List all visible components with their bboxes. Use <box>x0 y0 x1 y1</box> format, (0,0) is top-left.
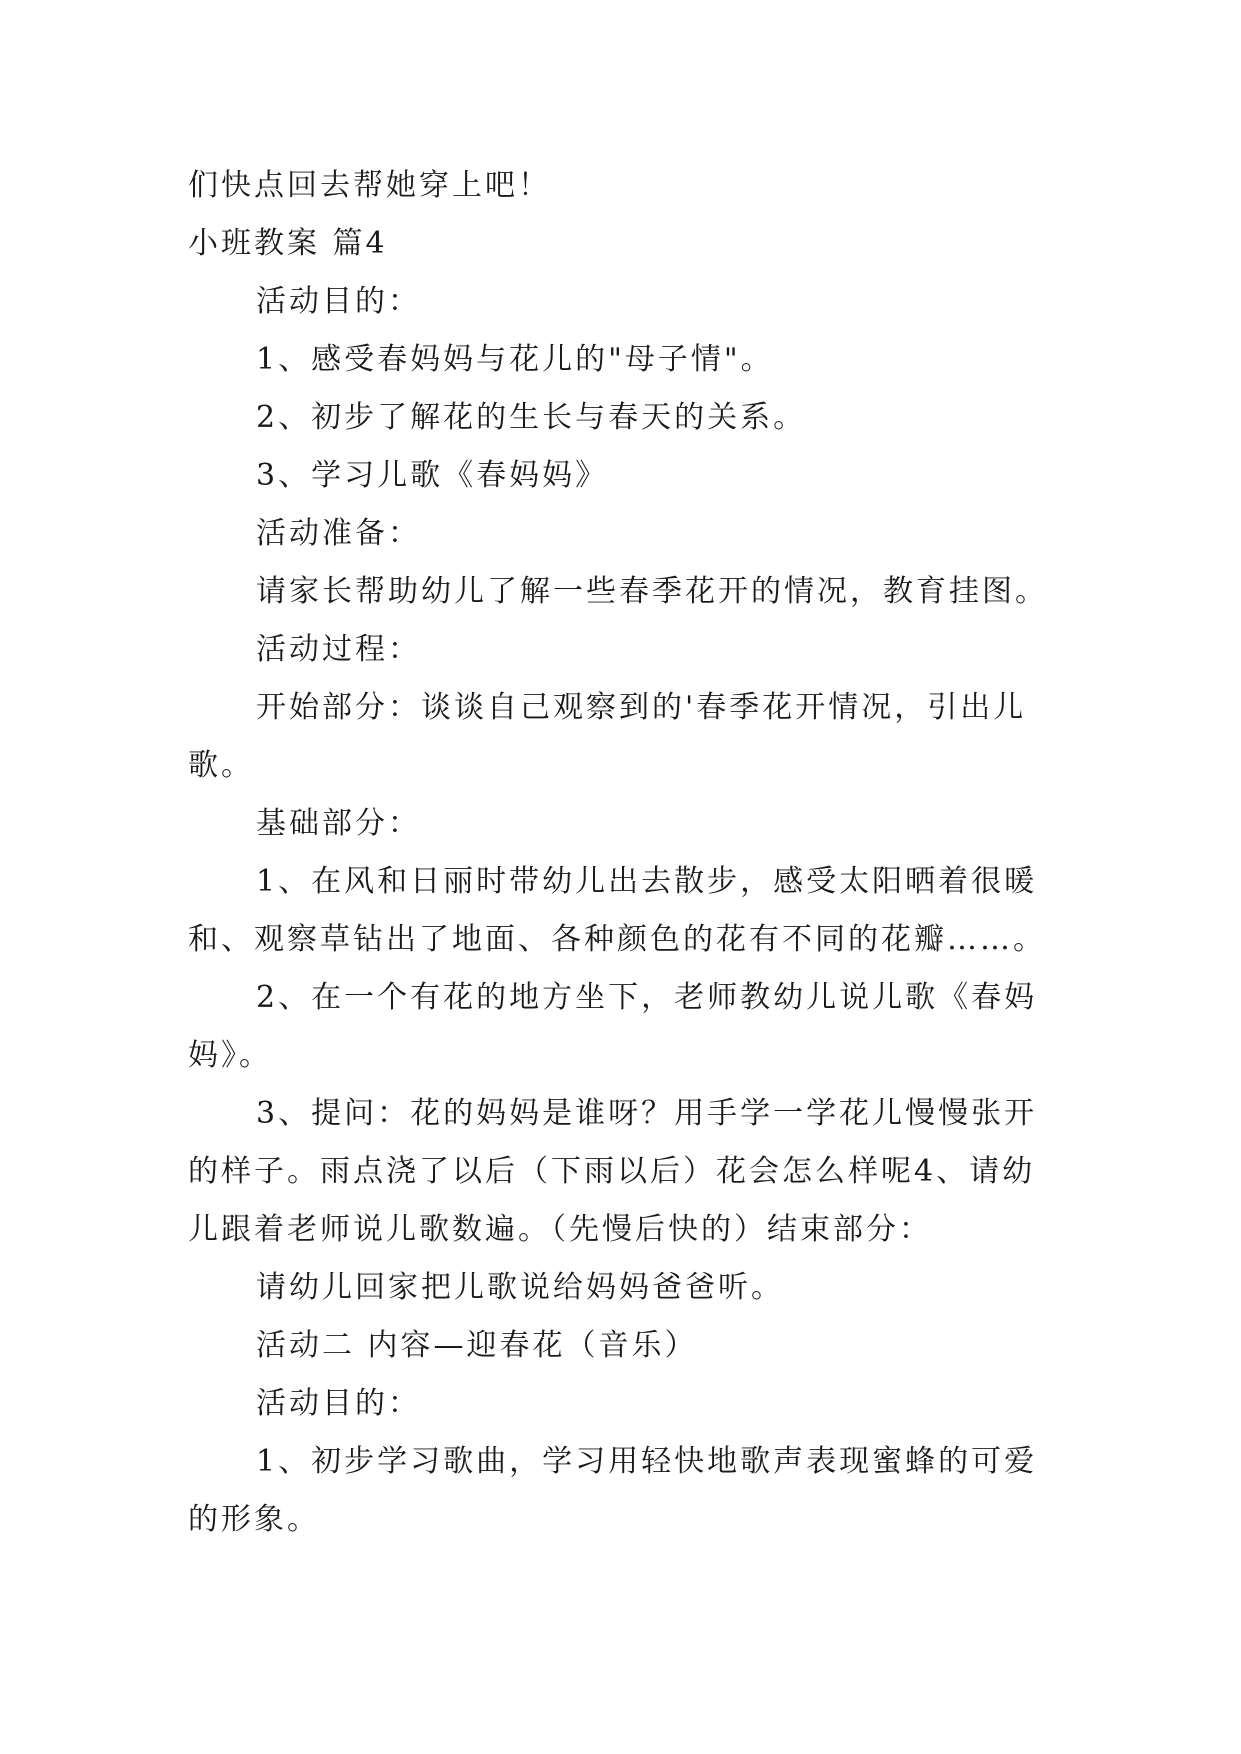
text-line-basic-3-cont: 的样子。雨点浇了以后（下雨以后）花会怎么样呢4、请幼 <box>188 1154 1036 1189</box>
text-line-basic-part-label: 基础部分： <box>256 806 421 841</box>
text-line-continuation: 们快点回去帮她穿上吧！ <box>188 168 551 203</box>
text-line-objectives-label: 活动目的： <box>256 284 421 319</box>
text-line-objective-song: 1、初步学习歌曲，学习用轻快地歌声表现蜜蜂的可爱 <box>256 1444 1038 1479</box>
text-line-basic-2: 2、在一个有花的地方坐下，老师教幼儿说儿歌《春妈 <box>256 980 1038 1015</box>
text-line-ending: 请幼儿回家把儿歌说给妈妈爸爸听。 <box>256 1270 784 1305</box>
text-line-process-label: 活动过程： <box>256 632 421 667</box>
text-line-opening-part: 开始部分：谈谈自己观察到的'春季花开情况，引出儿 <box>256 690 1027 725</box>
text-line-objective-3: 3、学习儿歌《春妈妈》 <box>256 458 609 493</box>
text-line-basic-1-cont: 和、观察草钻出了地面、各种颜色的花有不同的花瓣……。 <box>188 922 1046 957</box>
text-line-basic-1: 1、在风和日丽时带幼儿出去散步，感受太阳晒着很暖 <box>256 864 1038 899</box>
text-line-objective-1: 1、感受春妈妈与花儿的"母子情"。 <box>256 342 774 377</box>
text-line-basic-2-cont: 妈》。 <box>188 1038 272 1073</box>
text-line-activity-two-title: 活动二 内容—迎春花（音乐） <box>256 1328 698 1363</box>
text-line-objective-2: 2、初步了解花的生长与春天的关系。 <box>256 400 807 435</box>
text-line-objectives-label-2: 活动目的： <box>256 1386 421 1421</box>
text-line-preparation: 请家长帮助幼儿了解一些春季花开的情况，教育挂图。 <box>256 574 1048 609</box>
text-line-objective-song-cont: 的形象。 <box>188 1502 320 1537</box>
text-line-basic-3-cont-2: 儿跟着老师说儿歌数遍。（先慢后快的）结束部分： <box>188 1212 932 1247</box>
text-line-opening-part-cont: 歌。 <box>188 748 254 783</box>
text-line-basic-3: 3、提问：花的妈妈是谁呀？用手学一学花儿慢慢张开 <box>256 1096 1038 1131</box>
text-line-preparation-label: 活动准备： <box>256 516 421 551</box>
section-heading: 小班教案 篇4 <box>188 226 388 261</box>
